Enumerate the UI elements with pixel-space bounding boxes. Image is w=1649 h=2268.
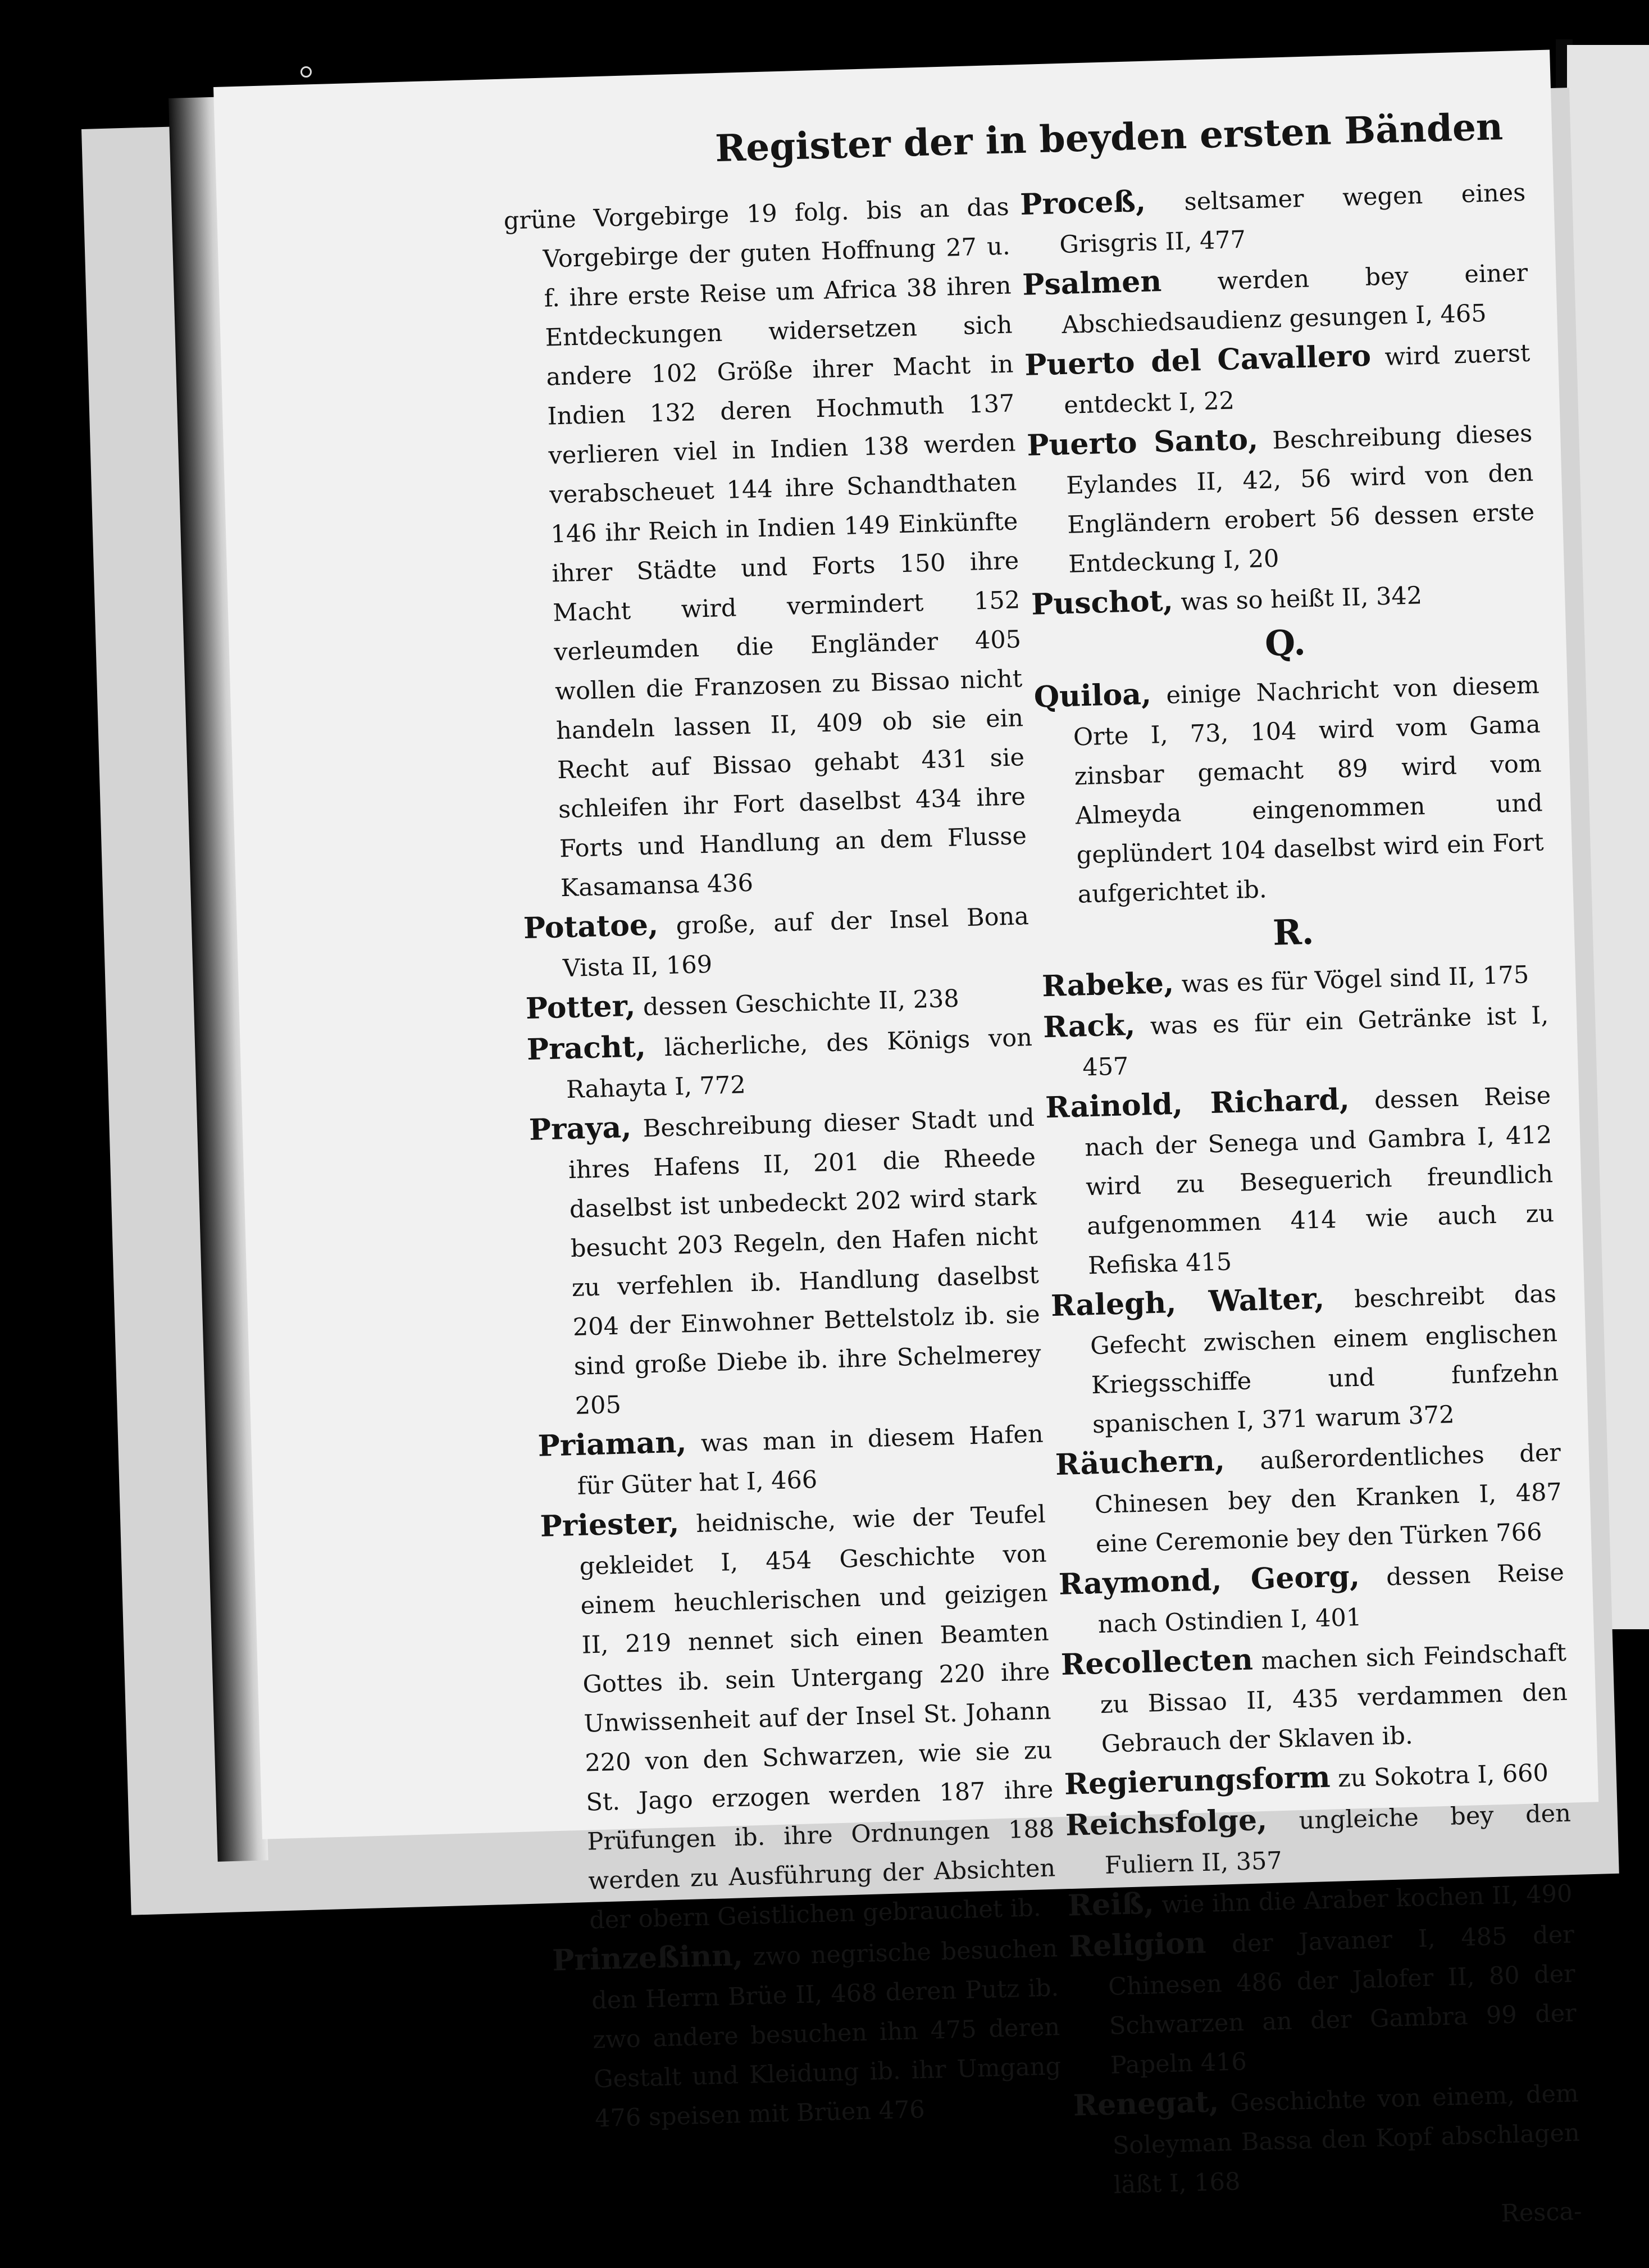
entry-headword: Praya, <box>529 1110 632 1148</box>
entry-headword: Potter, <box>525 988 636 1026</box>
entry-text: was es für Vögel sind II, 175 <box>1181 961 1529 999</box>
index-entry <box>1058 1551 1566 1646</box>
entry-headword: Recollecten <box>1060 1642 1254 1682</box>
index-entry <box>1033 664 1545 916</box>
entry-text: seltsamer wegen eines Grisgris II, 477 <box>1059 178 1526 260</box>
entry-headword: Räuchern, <box>1055 1443 1226 1483</box>
entry-headword: Rabeke, <box>1041 965 1174 1004</box>
entry-text: wie ihn die Araber kochen II, 490 <box>1161 1879 1573 1920</box>
entry-headword: Priester, <box>539 1505 680 1544</box>
entry-headword: Prinzeßinn, <box>552 1938 744 1978</box>
index-entry <box>529 1097 1042 1427</box>
entry-text: was man in diesem Hafen für Güter hat I, 466 <box>577 1420 1044 1501</box>
entry-headword: Rack, <box>1042 1007 1136 1045</box>
index-entry <box>1026 412 1536 585</box>
entry-text: heidnische, wie der Teufel gekleidet I, 454 Geschichte von einem heuchlerischen und geizigen II, 219 nennet sich einen Beamten Gottes ib. sein Untergang 220 ihre Unwissenheit auf der Insel St. Johann 220 von den Schwarzen, wie sie zu St. Jago erzogen werden 187 ihre Prüfungen ib. ihre Ordnungen 188 werden zu Ausführung der Absichten der obern Geistlichen gebrauchet ib. <box>579 1500 1056 1935</box>
entry-headword: Renegat, <box>1073 2084 1220 2123</box>
entry-text: lächerliche, des Königs von Rahayta I, 772 <box>566 1023 1033 1105</box>
entry-headword: Ralegh, Walter, <box>1050 1281 1325 1324</box>
entry-headword: Raymond, Georg, <box>1058 1559 1360 1602</box>
section-letter-r: R. <box>1272 911 1315 953</box>
index-entry <box>1022 252 1529 346</box>
entry-text: beschreibt das Gefecht zwischen einem englischen Kriegsschiffe und funfzehn spanischen I, 371 warum 372 <box>1090 1280 1559 1439</box>
right-column <box>1019 171 1582 2246</box>
entry-text: Geschichte von einem, dem Soleyman Bassa den Kopf abschlagen läßt I, 168 <box>1112 2079 1580 2199</box>
index-entry <box>1024 332 1532 426</box>
entry-text: was es für ein Getränke ist I, 457 <box>1082 1001 1549 1082</box>
entry-headword: Quiloa, <box>1033 676 1152 715</box>
entry-text: dessen Reise nach der Senega und Gambra I, 412 wird zu Beseguerich freundlich aufgenommen 414 wie auch zu Refiska 415 <box>1084 1081 1555 1280</box>
index-entry <box>1068 1914 1578 2087</box>
index-entry <box>1073 2072 1582 2206</box>
entry-text: was so heißt II, 342 <box>1180 581 1423 617</box>
entry-headword: Rainold, Richard, <box>1045 1082 1350 1125</box>
left-column <box>503 186 1063 2140</box>
index-entry <box>1042 994 1550 1088</box>
index-entry <box>526 1016 1034 1111</box>
entry-text: einige Nachricht von diesem Orte I, 73, 104 wird vom Gama zinsbar gemacht 89 wird vom Almeyda eingenommen und geplündert 104 daselbst wird ein Fort aufgerichtet ib. <box>1073 671 1545 909</box>
entry-text: Beschreibung dieser Stadt und ihres Hafens II, 201 die Rheede daselbst ist unbedeckt 202 wird stark besucht 203 Regeln, den Hafen nicht zu verfehlen ib. Handlung daselbst 204 der Einwohner Bettelstolz ib. sie sind große Diebe ib. ihre Schelmerey 205 <box>568 1103 1042 1420</box>
index-entry <box>1055 1431 1564 1565</box>
entry-text: zwo negrische besuchen den Herrn Brüe II, 468 deren Putz ib. zwo andere besuchen ihn 475 deren Gestalt und Kleidung ib. ihr Umgang 476 speisen mit Brüen 476 <box>591 1934 1062 2133</box>
entry-text: werden bey einer Abschiedsaudienz gesungen I, 465 <box>1061 258 1528 339</box>
index-entry <box>1045 1074 1556 1287</box>
entry-headword: Proceß, <box>1019 184 1146 222</box>
entry-headword: Puerto Santo, <box>1026 422 1259 463</box>
entry-text: der Javaner I, 485 der Chinesen 486 der Jalofer II, 80 der Schwarzen an der Gambra 99 der Papeln 416 <box>1108 1920 1577 2080</box>
index-entry <box>540 1493 1057 1942</box>
catchword: Resca- <box>1500 2197 1583 2228</box>
entry-headword: Psalmen <box>1022 264 1162 302</box>
entry-text: ungleiche bey den Fuliern II, 357 <box>1104 1799 1571 1880</box>
index-entry <box>537 1413 1045 1507</box>
index-entry <box>1065 1792 1573 1887</box>
index-entry: grüne Vorgebirge 19 folg. bis an das Vorgebirge der guten Hoffnung 27 u. f. ihre erste Reise um Africa 38 ihren Entdeckungen widersetzen sich andere 102 Größe ihrer Macht in Indien 132 deren Hochmuth 137 verlieren viel in Indien 138 werden verabscheuet 144 ihre Schandthaten 146 ihr Reich in Indien 149 Einkünfte ihrer Städte und Forts 150 ihre Macht wird vermindert 152 verleumden die Engländer 405 wollen die Franzosen zu Bissao nicht handeln lassen II, 409 ob sie ein Recht auf Bissao gehabt 431 sie schleifen ihr Fort daselbst 434 ihre Forts und Handlung an dem Flusse Kasamansa 436 <box>503 193 1027 903</box>
index-entry <box>552 1927 1063 2139</box>
entry-headword: Priaman, <box>537 1425 687 1463</box>
entry-text: Beschreibung dieses Eylandes II, 42, 56 wird von den Engländern erobert 56 dessen erste Entdeckung I, 20 <box>1065 419 1535 579</box>
index-entry <box>1050 1272 1560 1446</box>
entry-headword: Puerto del Cavallero <box>1024 338 1372 383</box>
entry-text: große, auf der Insel Bona Vista II, 169 <box>562 902 1030 983</box>
entry-text: außerordentliches der Chinesen bey den Kranken I, 487 eine Ceremonie bey den Türken 766 <box>1094 1438 1563 1559</box>
entry-headword: Puschot, <box>1031 583 1174 622</box>
index-entry <box>1060 1631 1569 1765</box>
entry-headword: Potatoe, <box>523 907 659 946</box>
entry-headword: Reiß, <box>1067 1886 1155 1923</box>
book-page <box>213 50 1598 2228</box>
scan-dust-mark <box>300 66 312 78</box>
entry-text: wird zuerst entdeckt I, 22 <box>1063 339 1530 420</box>
entry-headword: Religion <box>1068 1925 1207 1964</box>
index-entry <box>1019 171 1527 266</box>
entry-headword: Regierungsform <box>1064 1760 1331 1802</box>
entry-text: dessen Geschichte II, 238 <box>643 984 960 1022</box>
section-letter-q: Q. <box>1264 622 1306 665</box>
entry-headword: Reichsfolge, <box>1065 1802 1268 1843</box>
entry-text: machen sich Feindschaft zu Bissao II, 435 verdammen den Gebrauch der Sklaven ib. <box>1100 1638 1568 1758</box>
entry-text: dessen Reise nach Ostindien I, 401 <box>1097 1558 1565 1639</box>
entry-text: zu Sokotra I, 660 <box>1337 1758 1549 1793</box>
page-header: Register der in beyden ersten Bänden <box>714 104 1504 171</box>
index-entry <box>523 895 1031 989</box>
entry-headword: Pracht, <box>526 1029 646 1067</box>
